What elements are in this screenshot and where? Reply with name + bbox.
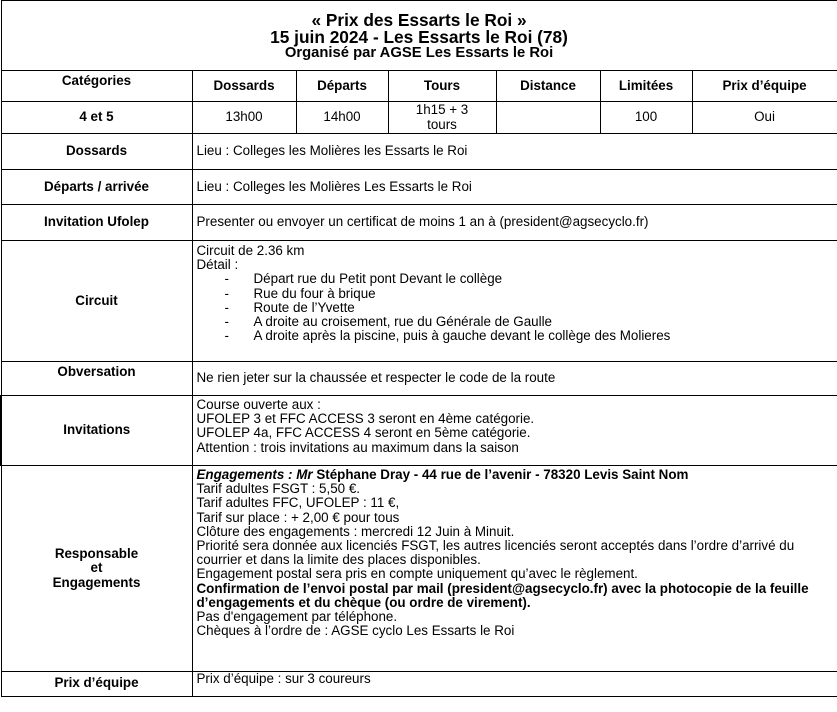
invitation-ufolep-value: Presenter ou envoyer un certificat de moins 1 an à (president@agsecyclo.fr) [192, 205, 837, 241]
header-categories: Catégories [1, 71, 192, 102]
cell-limitees: 100 [600, 102, 692, 134]
header-limitees: Limitées [600, 71, 692, 102]
title-line-3: Organisé par AGSE Les Essarts le Roi [284, 44, 554, 61]
header-prix-equipe: Prix d’équipe [692, 71, 837, 102]
departs-label: Départs / arrivée [1, 170, 192, 205]
engagements-line: Clôture des engagements : mercredi 12 Juin à Minuit. [196, 523, 515, 539]
obversation-value: Ne rien jeter sur la chaussée et respecter le code de la route [192, 362, 837, 396]
title-line-2: 15 juin 2024 - Les Essarts le Roi (78) [270, 26, 568, 47]
invitation-ufolep-label: Invitation Ufolep [1, 205, 192, 241]
engagements-label-line: Responsable [54, 546, 139, 562]
engagements-line: Priorité sera donnée aux licenciés FSGT, les autres licenciés seront acceptés dans l’ordre d’arrivé du courrier et dans la limite des places disponibles. [196, 538, 795, 568]
engagements-confirmation-note: Confirmation de l’envoi postal par mail (president@agsecyclo.fr) avec la photocopie de la feuille d’engagements et du chèque (ou ordre de virement). [196, 580, 809, 610]
engagements-label [1, 466, 192, 672]
header-distance: Distance [496, 71, 600, 102]
list-item: - A droite après la piscine, puis à gauche devant le collège des Molieres [224, 328, 671, 344]
circuit-steps [197, 272, 833, 343]
obversation-label: Obversation [1, 362, 192, 396]
list-item: - Rue du four à brique [224, 285, 376, 301]
circuit-label: Circuit [1, 241, 192, 362]
header-tours: Tours [388, 71, 496, 102]
engagements-line: Tarif adultes FSGT : 5,50 €. [196, 481, 360, 497]
engagements-details [192, 466, 837, 672]
engagements-line: Chèques à l’ordre de : AGSE cyclo Les Essarts le Roi [196, 623, 515, 639]
cell-distance [496, 102, 600, 134]
cell-categories: 4 et 5 [1, 102, 192, 134]
invitations-line: UFOLEP 3 et FFC ACCESS 3 seront en 4ème catégorie. [196, 411, 535, 427]
cell-prix-equipe: Oui [692, 102, 837, 134]
cell-tours: 1h15 + 3 tours [388, 102, 496, 134]
engagements-label-line: Engagements [52, 574, 141, 590]
prix-equipe-value: Prix d’équipe : sur 3 coureurs [192, 672, 837, 697]
circuit-length: Circuit de 2.36 km [196, 243, 305, 258]
list-item: - Route de l’Yvette [224, 299, 355, 315]
dossards-label: Dossards [1, 134, 192, 170]
engagements-line: Tarif adultes FFC, UFOLEP : 11 €, [196, 495, 400, 511]
title-line-1: « Prix des Essarts le Roi » [311, 9, 527, 30]
circuit-detail-heading: Détail : [196, 257, 239, 273]
engagements-line: Engagement postal sera pris en compte uniquement qu’avec le règlement. [196, 566, 638, 582]
invitations-line: UFOLEP 4a, FFC ACCESS 4 seront en 5ème catégorie. [196, 425, 531, 441]
prix-equipe-label: Prix d’équipe [1, 672, 192, 697]
invitations-line: Course ouverte aux : [196, 397, 321, 412]
invitations-label: Invitations [1, 396, 192, 466]
list-item: - A droite au croisement, rue du Générale de Gaulle [224, 314, 552, 330]
invitations-details [192, 396, 837, 466]
circuit-details [192, 241, 837, 362]
engagements-label-line: et [90, 560, 103, 576]
dossards-value: Lieu : Colleges les Molières les Essarts le Roi [192, 134, 837, 170]
cell-departs: 14h00 [296, 102, 388, 134]
invitations-line: Attention : trois invitations au maximum dans la saison [196, 439, 519, 455]
header-departs: Départs [296, 71, 388, 102]
cell-dossards: 13h00 [192, 102, 296, 134]
list-item: - Départ rue du Petit pont Devant le collège [224, 271, 503, 287]
departs-value: Lieu : Colleges les Molières Les Essarts le Roi [192, 170, 837, 205]
engagements-line: Pas d'engagement par téléphone. [196, 609, 398, 625]
document-title [1, 1, 837, 71]
header-dossards: Dossards [192, 71, 296, 102]
engagements-line: Tarif sur place : + 2,00 € pour tous [196, 509, 400, 525]
engagements-contact: Engagements : Mr Stéphane Dray - 44 rue de l’avenir - 78320 Levis Saint Nom [196, 467, 689, 482]
